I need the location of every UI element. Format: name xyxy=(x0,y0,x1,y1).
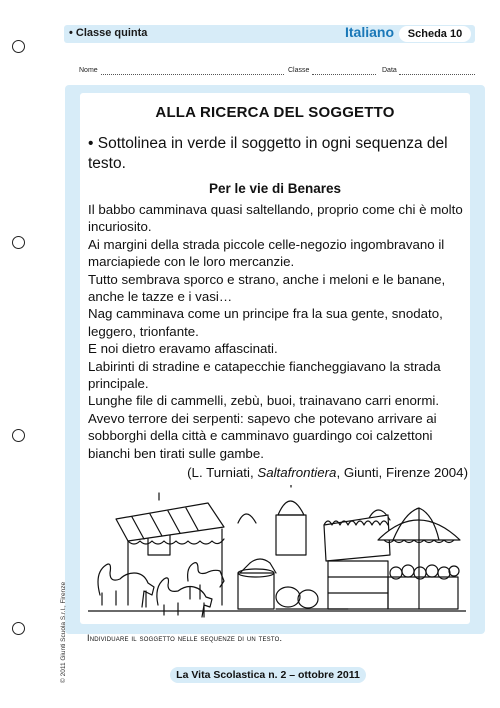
date-field-line[interactable] xyxy=(399,74,475,75)
text-sequence: Ai margini della strada piccole celle-negozio ingombravano il marciapiede con le loro mercanzie. xyxy=(88,236,445,270)
class-label: • Classe quinta xyxy=(69,27,148,39)
text-sequence: Nag camminava come un principe fra la sua gente, snodato, leggero, trionfante. xyxy=(88,306,443,339)
worksheet-title: ALLA RICERCA DEL SOGGETTO xyxy=(155,104,395,121)
subject-label: Italiano xyxy=(345,24,395,40)
text-sequence: Il babbo camminava quasi saltellando, proprio come chi è molto incuriosito. xyxy=(88,202,463,235)
citation-author: (L. Turniati, xyxy=(187,465,258,480)
binder-hole-3 xyxy=(12,429,25,442)
text-sequence: Lunghe file di cammelli, zebù, buoi, trainavano carri enormi. xyxy=(88,393,440,409)
name-field-label: Nome xyxy=(79,67,98,74)
text-title: Per le vie di Benares xyxy=(208,181,342,196)
text-sequence: Avevo terrore dei serpenti: sapevo che potevano arrivare ai sobborghi della città e camminavo guardingo coi calzettoni bianchi ben tirati sulle gambe. xyxy=(88,410,437,461)
copyright-note: © 2011 Giunti Scuola S.r.l., Firenze xyxy=(60,581,67,683)
citation-publisher: , Giunti, Firenze 2004) xyxy=(336,465,468,480)
instruction-text: • Sottolinea in verde il soggetto in ogni sequenza del testo. xyxy=(88,135,448,172)
citation xyxy=(187,465,468,480)
date-field-label: Data xyxy=(382,67,397,74)
name-field-line[interactable] xyxy=(101,74,284,75)
sheet-number-badge: Scheda 10 xyxy=(399,26,471,42)
class-field-label: Classe xyxy=(288,67,310,74)
text-sequence: Tutto sembrava sporco e strano, anche i meloni e le banane, anche le tazze e i vasi… xyxy=(88,271,446,305)
class-field-line[interactable] xyxy=(312,74,376,75)
binder-hole-4 xyxy=(12,622,25,635)
text-sequence: Labirinti di stradine e catapecchie fiancheggiavano la strada principale. xyxy=(88,358,441,392)
binder-hole-1 xyxy=(12,40,25,53)
citation-book: Saltafrontiera xyxy=(257,465,337,480)
footer-publication: La Vita Scolastica n. 2 – ottobre 2011 xyxy=(170,667,366,683)
learning-objective-caption: Individuare il soggetto nelle sequenze di un testo. xyxy=(87,633,283,643)
text-sequence: E noi dietro eravamo affascinati. xyxy=(88,341,278,357)
binder-hole-2 xyxy=(12,236,25,249)
market-illustration xyxy=(88,485,466,625)
reading-text xyxy=(88,201,470,462)
